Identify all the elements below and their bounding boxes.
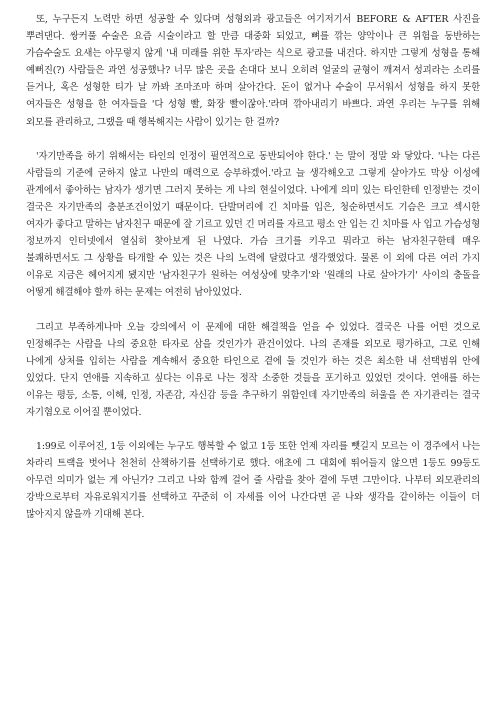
paragraph-solution: 그리고 부족하게나마 오늘 강의에서 이 문제에 대한 해결책을 얻을 수 있었다. 결국은 나를 어떤 것으로 인정해주는 사람을 나의 중요한 타자로 삼을 것인가가 관건이었다. 나의 존재를 외모로 평가하고, 그로 인해 나에게 상처를 입히는 사람을 계속해서 중요한 타인으로 곁에 둘 것인가 하는 것은 최소한 내 선택범위 안에 있었다. 단지 연애를 지속하고 싶다는 이유로 나는 정작 소중한 것들을 포기하고 있었던 것이다. 연애를 하는 이유는 평등, 소통, 이해, 인정, 자존감, 자신감 등을 추구하기 위함인데 자기만족의 허울을 쓴 자기관리는 결국 자기혐오로 이어질 뿐이었다. bbox=[26, 321, 480, 418]
paragraph-plastic-surgery-ads: 또, 누구든지 노력만 하면 성공할 수 있다며 성형외과 광고들은 여기저기서 BEFORE & AFTER 사진을 뿌려댄다. 쌍커풀 수술은 요즘 시술이라고 할 만큼 대중화 되었고, 뼈를 깎는 양악이나 큰 위험을 동반하는 가슴수술도 요새는 아무렇지 않게 '내 미래를 위한 투자'라는 식으로 광고를 내건다. 하지만 그렇게 성형을 통해 예뻐진(?) 사람들은 과연 성공했나? 너무 많은 곳을 손대다 보니 오히려 얼굴의 균형이 깨져서 성괴라는 소리를 듣거나, 혹은 성형한 티가 날 까봐 조마조마 하며 살아간다. 돈이 없거나 수술이 무서워서 성형을 하지 못한 여자들은 성형을 한 여자들을 '다 성형 빨, 화장 빨이잖아.'라며 깎아내리기 바쁘다. 과연 우리는 누구를 위해 외모를 관리하고, 그랬을 때 행복해지는 사람이 있기는 한 걸까? bbox=[26, 14, 480, 128]
paragraph-conclusion: 1:99로 이루어진, 1등 이외에는 누구도 행복할 수 없고 1등 또한 언제 자리를 뺏길지 모르는 이 경주에서 나는 차라리 트랙을 벗어나 천천히 산책하기를 선택하기로 했다. 애초에 그 대회에 뛰어들지 않으면 1등도 99등도 아무런 의미가 없는 게 아닌가? 그리고 나와 함께 걸어 줄 사람을 찾아 곁에 두면 그만이다. 나부터 외모관리의 강박으로부터 자유로워지기를 선택하고 꾸준히 이 자세를 이어 나간다면 곧 나와 생각을 같이하는 이들이 더 많아지지 않을까 기대해 본다. bbox=[26, 441, 480, 521]
paragraph-self-satisfaction: '자기만족을 하기 위해서는 타인의 인정이 필연적으로 동반되어야 한다.' 는 말이 정말 와 닿았다. '나는 다른 사람들의 기준에 굳하지 않고 나만의 매력으로 승부하겠어.'라고 늘 생각해오고 그렇게 살아가도 막상 이성에 관계에서 좋아하는 남자가 생기면 그러지 못하는 게 나의 현실이었다. 나에게 의미 있는 타인한테 인정받는 것이 결국은 자기만족의 충분조건이었기 때문이다. 단발머리에 긴 치마를 입은, 청순하면서도 기슴은 크고 섹시한 여자가 좋다고 말하는 남자친구 때문에 잘 기르고 있던 긴 머리를 자르고 평소 안 입는 긴 치마를 사 입고 가슴성형 정보까지 인터넷에서 열심히 찾아보게 된 나였다. 가슴 크기를 키우고 뭐라고 하는 남자친구한테 매우 불쾌하면서도 그 상황을 타개할 수 있는 것은 나의 노력에 달렸다고 생각했었다. 물론 이 외에 다른 여러 가지 이유로 지금은 헤어지게 됐지만 '남자친구가 원하는 여성상에 맞추기'와 '원래의 나로 살아가기' 사이의 충돌을 어떻게 해결해야 할까 하는 문제는 여전히 남아있었다. bbox=[26, 150, 480, 299]
document-page bbox=[26, 11, 480, 524]
